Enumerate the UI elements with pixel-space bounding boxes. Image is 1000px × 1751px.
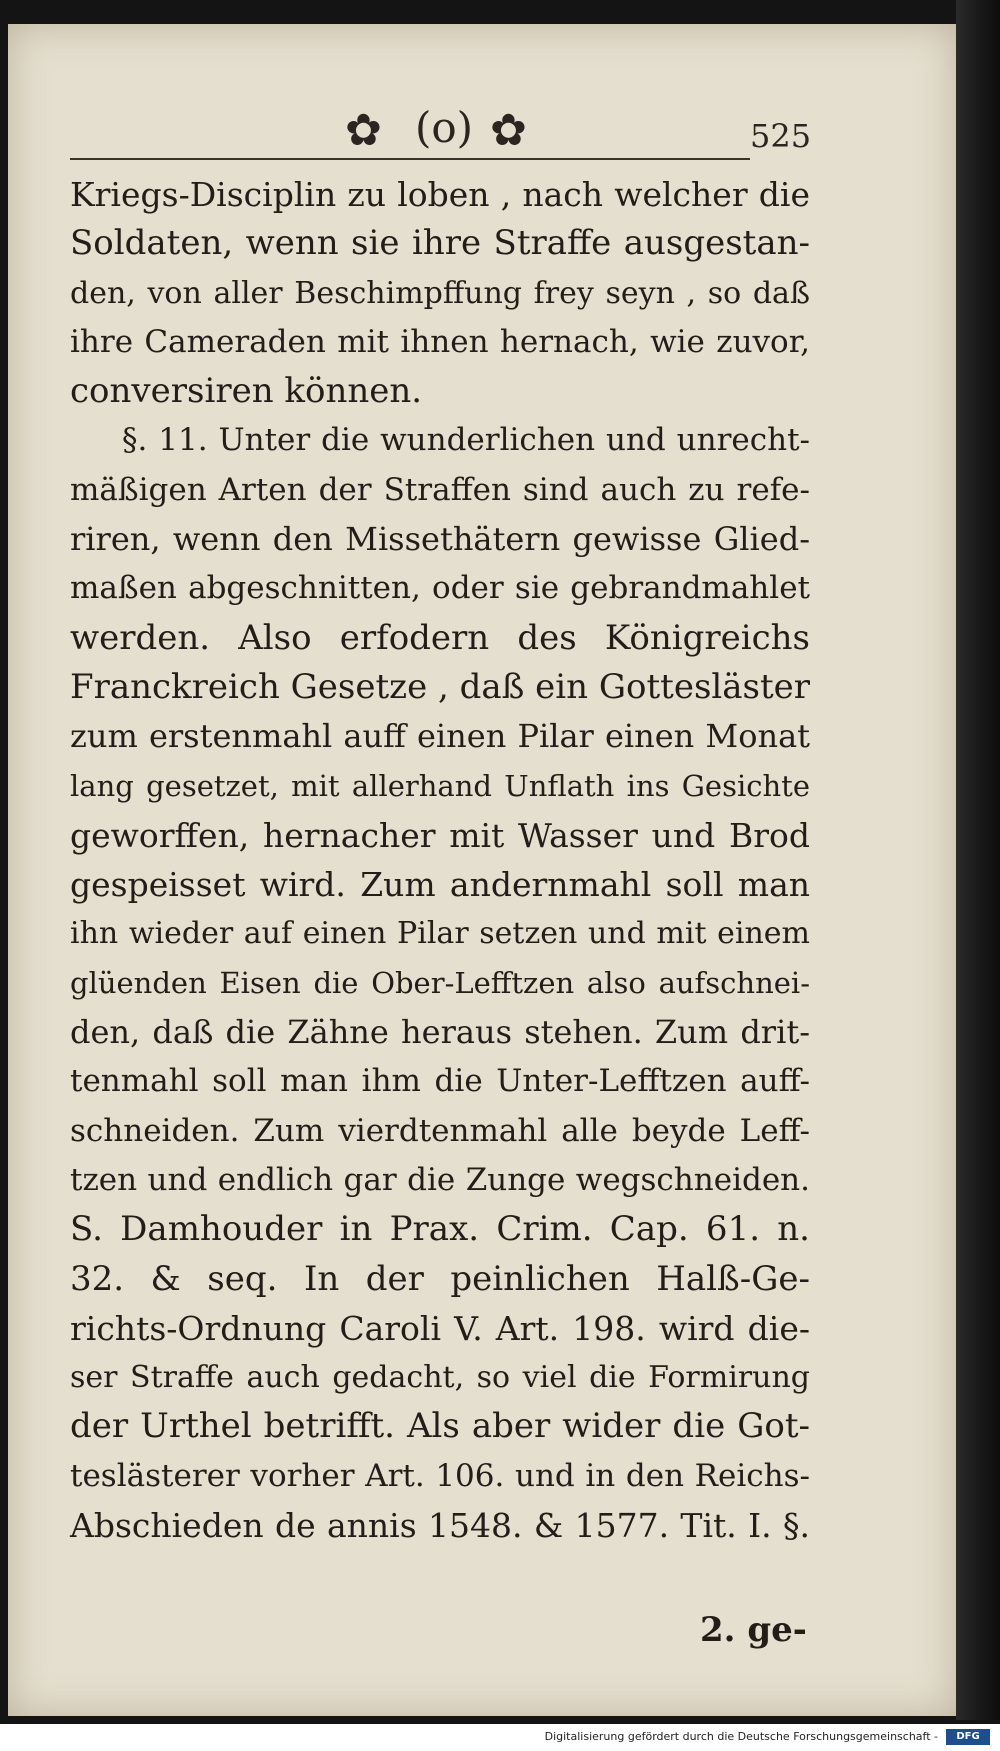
text-line: maßen abgeschnitten, oder sie gebrandmahlet (70, 570, 810, 607)
page-header (70, 95, 810, 165)
book-edge (956, 0, 1000, 1720)
text-line: glüenden Eisen die Ober-Lefftzen also aufschnei- (70, 965, 810, 1000)
text-line: werden. Also erfodern des Königreichs (70, 617, 810, 658)
text-line: tenmahl soll man ihm die Unter-Lefftzen auff- (70, 1063, 810, 1100)
text-line: den, von aller Beschimpffung frey seyn , so daß (70, 275, 810, 311)
text-line: Abschieden de annis 1548. & 1577. Tit. I. §. (70, 1506, 810, 1546)
text-line: teslästerer vorher Art. 106. und in den Reichs- (70, 1457, 810, 1494)
text-line: 32. & seq. In der peinlichen Halß-Ge- (70, 1258, 810, 1299)
text-line: tzen und endlich gar die Zunge wegschneiden. (70, 1161, 810, 1198)
header-rule (70, 158, 750, 160)
text-line: richts-Ordnung Caroli V. Art. 198. wird die- (70, 1308, 810, 1348)
text-line: conversiren können. (70, 371, 423, 412)
header-marker: (o) (415, 103, 474, 152)
dfg-logo: DFG (946, 1729, 990, 1745)
text-line: Kriegs-Disciplin zu loben , nach welcher die (70, 175, 810, 214)
text-line: S. Damhouder in Prax. Crim. Cap. 61. n. (70, 1209, 810, 1250)
text-line: schneiden. Zum vierdtenmahl alle beyde Leff- (70, 1112, 810, 1149)
text-line: §. 11. Unter die wunderlichen und unrecht- (122, 422, 810, 459)
text-line: geworffen, hernacher mit Wasser und Brod (70, 815, 810, 855)
text-line: riren, wenn den Missethätern gewisse Glied- (70, 520, 810, 559)
digitization-footer (0, 1724, 1000, 1751)
ornament-left-icon: ✿ (345, 105, 382, 156)
text-line: lang gesetzet, mit allerhand Unflath ins Gesichte (70, 768, 810, 803)
text-line: den, daß die Zähne heraus stehen. Zum drit- (70, 1013, 810, 1052)
body-text (70, 170, 810, 1550)
text-line: gespeisset wird. Zum andernmahl soll man (70, 865, 810, 905)
text-line: mäßigen Arten der Straffen sind auch zu refe- (70, 471, 810, 508)
page-number: 525 (750, 117, 812, 155)
footer-credit: Digitalisierung gefördert durch die Deutsche Forschungsgemeinschaft - (544, 1730, 938, 1743)
text-line: zum erstenmahl auff einen Pilar einen Monat (70, 717, 810, 756)
text-line: Franckreich Gesetze , daß ein Gottesläster (70, 666, 811, 707)
text-line: der Urthel betrifft. Als aber wider die Got- (70, 1406, 810, 1447)
text-line: Soldaten, wenn sie ihre Straffe ausgestan- (70, 223, 810, 264)
ornament-right-icon: ✿ (490, 105, 527, 156)
text-line: ser Straffe auch gedacht, so viel die Formirung (70, 1360, 810, 1396)
catchword: 2. ge- (700, 1610, 807, 1650)
text-line: ihre Cameraden mit ihnen hernach, wie zuvor, (70, 323, 810, 360)
text-line: ihn wieder auf einen Pilar setzen und mit einem (70, 916, 810, 952)
